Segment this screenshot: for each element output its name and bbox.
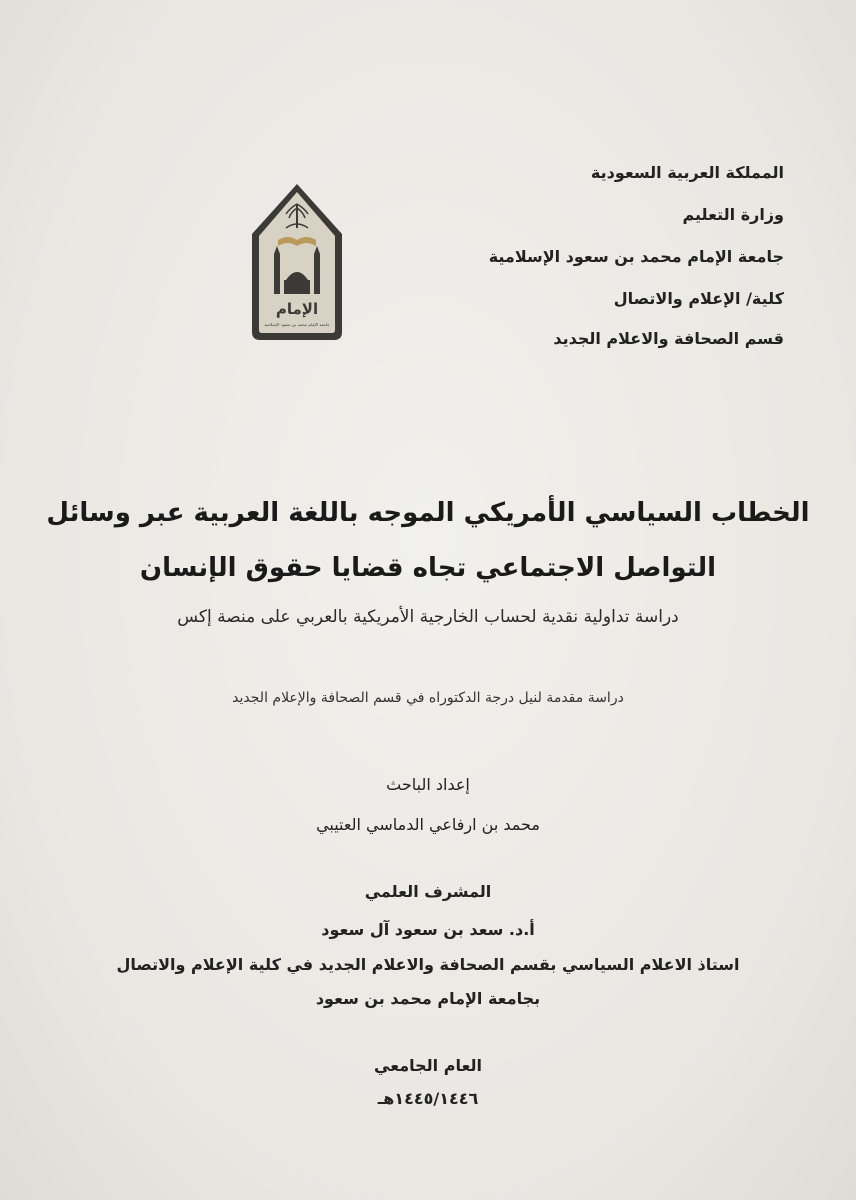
thesis-title-line-2: التواصل الاجتماعي تجاه قضايا حقوق الإنسان — [139, 553, 717, 583]
researcher-label: إعداد الباحث — [386, 775, 470, 794]
supervisor-label: المشرف العلمي — [364, 882, 492, 901]
thesis-title-line-1: الخطاب السياسي الأمريكي الموجه باللغة العربية عبر وسائل — [46, 498, 810, 528]
degree-purpose: دراسة مقدمة لنيل درجة الدكتوراه في قسم الصحافة والإعلام الجديد — [232, 690, 624, 706]
kingdom-name: المملكة العربية السعودية — [590, 163, 784, 182]
academic-year-label: العام الجامعي — [374, 1056, 482, 1075]
department-name: قسم الصحافة والاعلام الجديد — [553, 329, 784, 348]
emblem-text: الإمام — [275, 300, 319, 318]
university-name: جامعة الإمام محمد بن سعود الإسلامية — [488, 247, 784, 266]
college-name: كلية/ الإعلام والاتصال — [613, 289, 784, 308]
academic-year-value: ١٤٤٥/١٤٤٦هـ — [377, 1089, 479, 1108]
ministry-name: وزارة التعليم — [682, 205, 784, 224]
university-emblem-icon — [248, 182, 346, 342]
supervisor-position-2: بجامعة الإمام محمد بن سعود — [315, 989, 541, 1008]
thesis-subtitle: دراسة تداولية نقدية لحساب الخارجية الأمريكية بالعربي على منصة إكس — [177, 607, 679, 627]
emblem-subtext: جامعة الإمام محمد بن سعود الإسلامية — [264, 322, 330, 327]
researcher-name: محمد بن ارفاعي الدماسي العتيبي — [316, 815, 540, 834]
supervisor-name: أ.د. سعد بن سعود آل سعود — [321, 920, 535, 939]
supervisor-position-1: استاذ الاعلام السياسي بقسم الصحافة والاعلام الجديد في كلية الإعلام والاتصال — [116, 955, 740, 974]
